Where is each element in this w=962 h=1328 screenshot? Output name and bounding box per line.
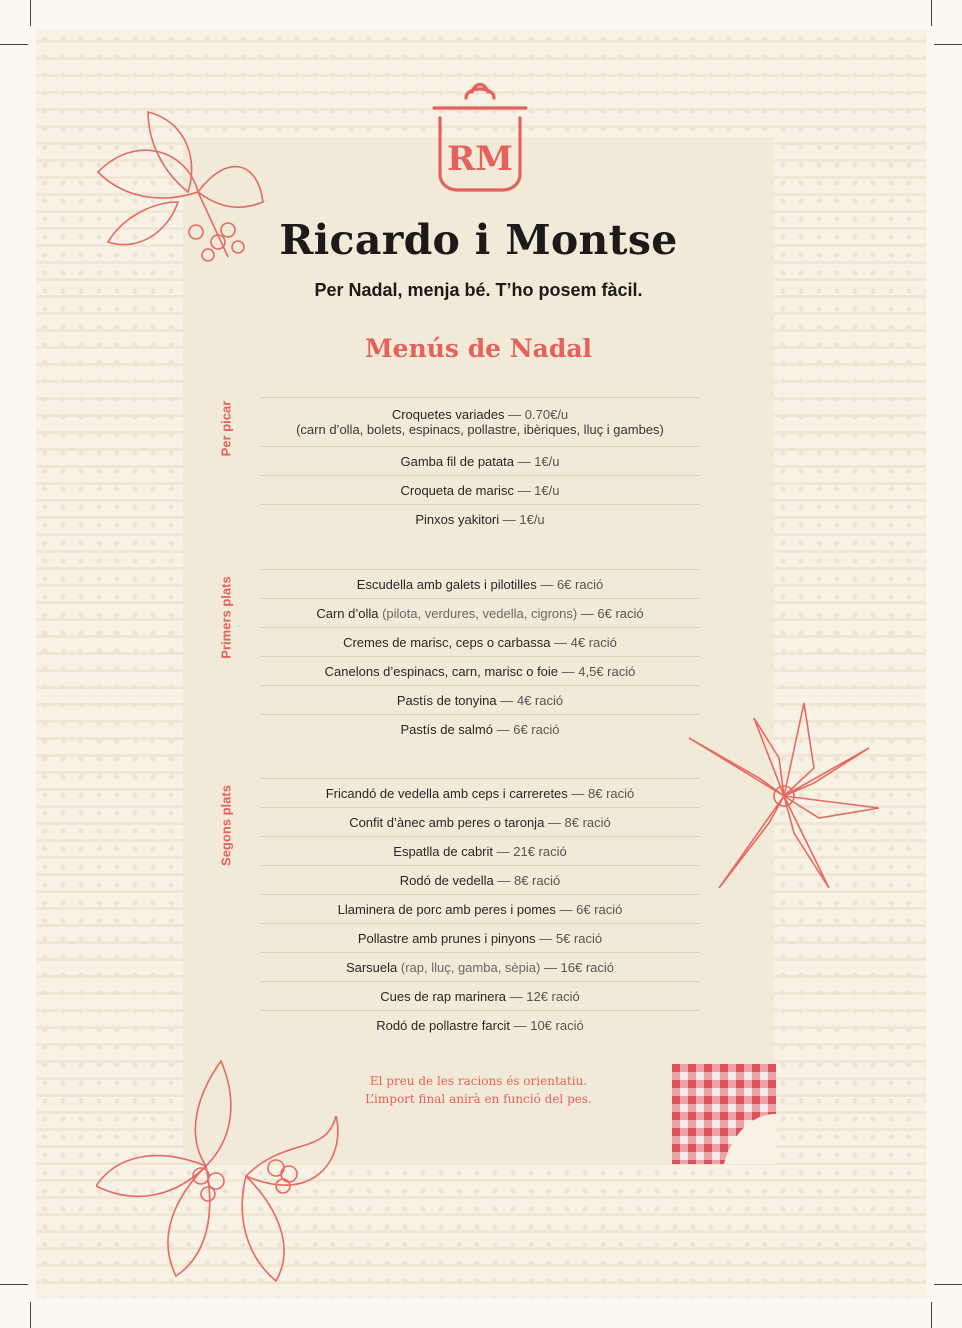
item-price: — 16€ ració xyxy=(540,959,615,975)
footnote-line: L’import final anirà en funció del pes. xyxy=(365,1092,592,1106)
item-name: Canelons d’espinacs, carn, marisc o foie xyxy=(324,663,559,679)
item-price: — 8€ ració xyxy=(493,872,561,888)
menu-item xyxy=(260,836,700,865)
item-name: Rodó de vedella xyxy=(399,872,494,888)
item-price: — 4,5€ ració xyxy=(558,663,636,679)
item-name: Cues de rap marinera xyxy=(380,988,507,1004)
menu-item xyxy=(260,627,700,656)
menu-title: Menús de Nadal xyxy=(364,334,593,363)
crop-mark xyxy=(30,1302,31,1328)
poinsettia-icon xyxy=(684,698,884,894)
menu-item xyxy=(260,865,700,894)
item-price: — 6€ ració xyxy=(493,721,560,737)
item-name: Pinxos yakitori xyxy=(415,511,500,527)
logo-letters: RM xyxy=(447,139,513,179)
item-price: — 5€ ració xyxy=(535,930,603,946)
item-name: Pastís de salmó xyxy=(400,721,493,737)
crop-mark xyxy=(931,0,932,26)
item-name: Confit d’ànec amb peres o taronja xyxy=(349,814,545,830)
item-price: — 4€ ració xyxy=(550,634,617,650)
menu-item xyxy=(260,981,700,1010)
footnote-line: El preu de les racions és orientatiu. xyxy=(369,1074,588,1088)
crop-mark xyxy=(0,44,28,45)
item-name: Cremes de marisc, ceps o carbassa xyxy=(343,634,551,650)
item-price: — 1€/u xyxy=(513,453,560,469)
item-name: Croqueta de marisc xyxy=(400,482,514,498)
item-name: Rodó de pollastre farcit xyxy=(376,1017,510,1033)
menu-item xyxy=(260,475,700,504)
item-price: — 8€ ració xyxy=(544,814,611,830)
menu-item xyxy=(260,446,700,475)
item-price: — 6€ ració xyxy=(577,605,644,621)
gingham-napkin-icon xyxy=(672,1064,776,1164)
crop-mark xyxy=(30,0,31,26)
crop-mark xyxy=(931,1302,932,1328)
menu-item xyxy=(260,598,700,627)
item-price: — 1€/u xyxy=(499,511,545,527)
menu-item xyxy=(260,656,700,685)
item-name: Pollastre amb prunes i pinyons xyxy=(357,930,536,946)
crop-mark xyxy=(934,1284,962,1285)
menu-item xyxy=(260,807,700,836)
menu-item xyxy=(260,778,700,807)
section-label-segons-plats: Segons plats xyxy=(218,785,234,866)
holly-berries-icon xyxy=(96,1056,346,1284)
item-price: — 4€ ració xyxy=(496,692,564,708)
item-name: Espatlla de cabrit xyxy=(393,843,494,859)
menu-item xyxy=(260,504,700,533)
menu-item xyxy=(260,685,700,714)
menu-item xyxy=(260,952,700,981)
item-detail: (pilota, verdures, vedella, cigrons) xyxy=(382,605,578,621)
menu-item xyxy=(260,569,700,598)
item-price: — 12€ ració xyxy=(506,988,580,1004)
section-primers-plats xyxy=(260,569,700,743)
item-name: Gamba fil de patata xyxy=(400,453,514,469)
brand-title: Ricardo i Montse xyxy=(279,216,678,264)
item-name: Sarsuela xyxy=(345,959,401,975)
brand-tagline: Per Nadal, menja bé. T’ho posem fàcil. xyxy=(314,280,643,300)
section-segons-plats xyxy=(260,778,700,1039)
logo-pot-icon xyxy=(430,78,530,194)
item-subtext: (carn d’olla, bolets, espinacs, pollastre, ibèriques, lluç i gambes) xyxy=(296,422,664,437)
item-name: Escudella amb galets i pilotilles xyxy=(356,576,537,592)
item-price: — 6€ ració xyxy=(536,576,604,592)
item-price: — 1€/u xyxy=(513,482,560,498)
section-per-picar xyxy=(260,397,700,533)
item-price: — 21€ ració xyxy=(493,843,567,859)
item-price: — 6€ ració xyxy=(555,901,623,917)
item-price: — 10€ ració xyxy=(509,1017,584,1033)
section-label-primers-plats: Primers plats xyxy=(218,576,234,659)
menu-item xyxy=(260,1010,700,1039)
holly-leaves-icon xyxy=(78,92,268,262)
section-label-per-picar: Per picar xyxy=(218,400,234,457)
item-name: Fricandó de vedella amb ceps i carreretes xyxy=(325,785,568,801)
crop-mark xyxy=(0,1284,28,1285)
menu-item xyxy=(260,397,700,446)
menu-item xyxy=(260,894,700,923)
menu-item xyxy=(260,923,700,952)
crop-mark xyxy=(934,44,962,45)
item-detail: (rap, lluç, gamba, sèpia) xyxy=(400,959,541,975)
item-name: Carn d’olla xyxy=(316,605,383,621)
item-price: — 8€ ració xyxy=(567,785,635,801)
item-price: — 0.70€/u xyxy=(504,407,569,422)
menu-item xyxy=(260,714,700,743)
item-name: Croquetes variades xyxy=(391,407,505,422)
item-name: Pastís de tonyina xyxy=(396,692,497,708)
item-name: Llaminera de porc amb peres i pomes xyxy=(337,901,556,917)
